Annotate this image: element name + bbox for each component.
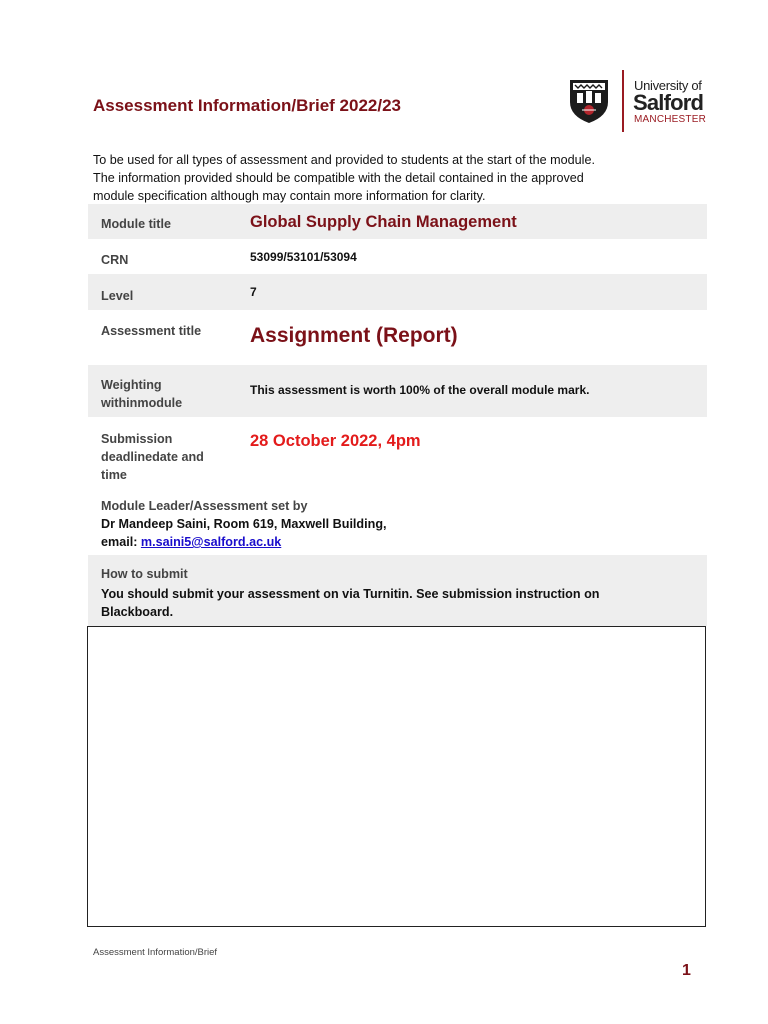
email-link[interactable]: m.saini5@salford.ac.uk [140, 535, 282, 549]
row-level [88, 274, 707, 310]
level-label: Level [101, 289, 134, 303]
deadline-value: 28 October 2022, 4pm [250, 432, 421, 450]
university-crest-icon [568, 76, 610, 124]
weighting-label-line-2: withinmodule [101, 396, 183, 410]
empty-content-box [87, 626, 706, 927]
module-leader-label: Module Leader/Assessment set by [101, 499, 308, 513]
level-value: 7 [250, 285, 257, 299]
logo-line-manchester: MANCHESTER [634, 114, 707, 125]
module-leader-email-line [101, 533, 387, 551]
deadline-label-line-2: deadlinedate and [101, 450, 204, 464]
row-assessment-title [88, 310, 707, 365]
footer-text: Assessment Information/Brief [93, 947, 218, 958]
how-to-submit-text: You should submit your assessment on via Turnitin. See submission instruction on Blackboard. [101, 587, 600, 619]
intro-line-1: To be used for all types of assessment and provided to students at the start of the module. [93, 153, 595, 167]
logo-line-salford: Salford [633, 90, 704, 115]
row-crn [88, 239, 707, 274]
deadline-label-line-3: time [101, 468, 127, 482]
how-to-submit-label: How to submit [101, 567, 188, 581]
logo-divider [622, 70, 624, 132]
module-title-label: Module title [101, 217, 171, 231]
weighting-value: This assessment is worth 100% of the overall module mark. [250, 383, 590, 397]
crn-value: 53099/53101/53094 [250, 250, 357, 264]
module-title-value: Global Supply Chain Management [250, 213, 517, 231]
row-how-to-submit [88, 555, 707, 626]
row-deadline [88, 417, 707, 483]
module-leader-details: Dr Mandeep Saini, Room 619, Maxwell Building, [101, 517, 387, 531]
deadline-label-line-1: Submission [101, 432, 173, 446]
crn-label: CRN [101, 253, 129, 267]
logo-line-university-of: University of [634, 78, 702, 93]
page-number: 1 [682, 962, 691, 979]
page-title: Assessment Information/Brief 2022/23 [93, 96, 402, 115]
university-logo [568, 70, 718, 132]
intro-line-2: The information provided should be compatible with the detail contained in the approved [93, 171, 584, 185]
deadline-label [101, 430, 204, 484]
weighting-label-line-1: Weighting [101, 378, 162, 392]
weighting-label [101, 376, 182, 412]
assessment-title-value: Assignment (Report) [250, 324, 458, 347]
email-prefix: email: [101, 535, 141, 549]
intro-paragraph [93, 151, 693, 205]
intro-line-3: module specification although may contain more information for clarity. [93, 189, 486, 203]
row-weighting [88, 365, 707, 417]
assessment-title-label: Assessment title [101, 324, 202, 338]
module-leader-block [101, 497, 387, 551]
row-module-title [88, 204, 707, 239]
